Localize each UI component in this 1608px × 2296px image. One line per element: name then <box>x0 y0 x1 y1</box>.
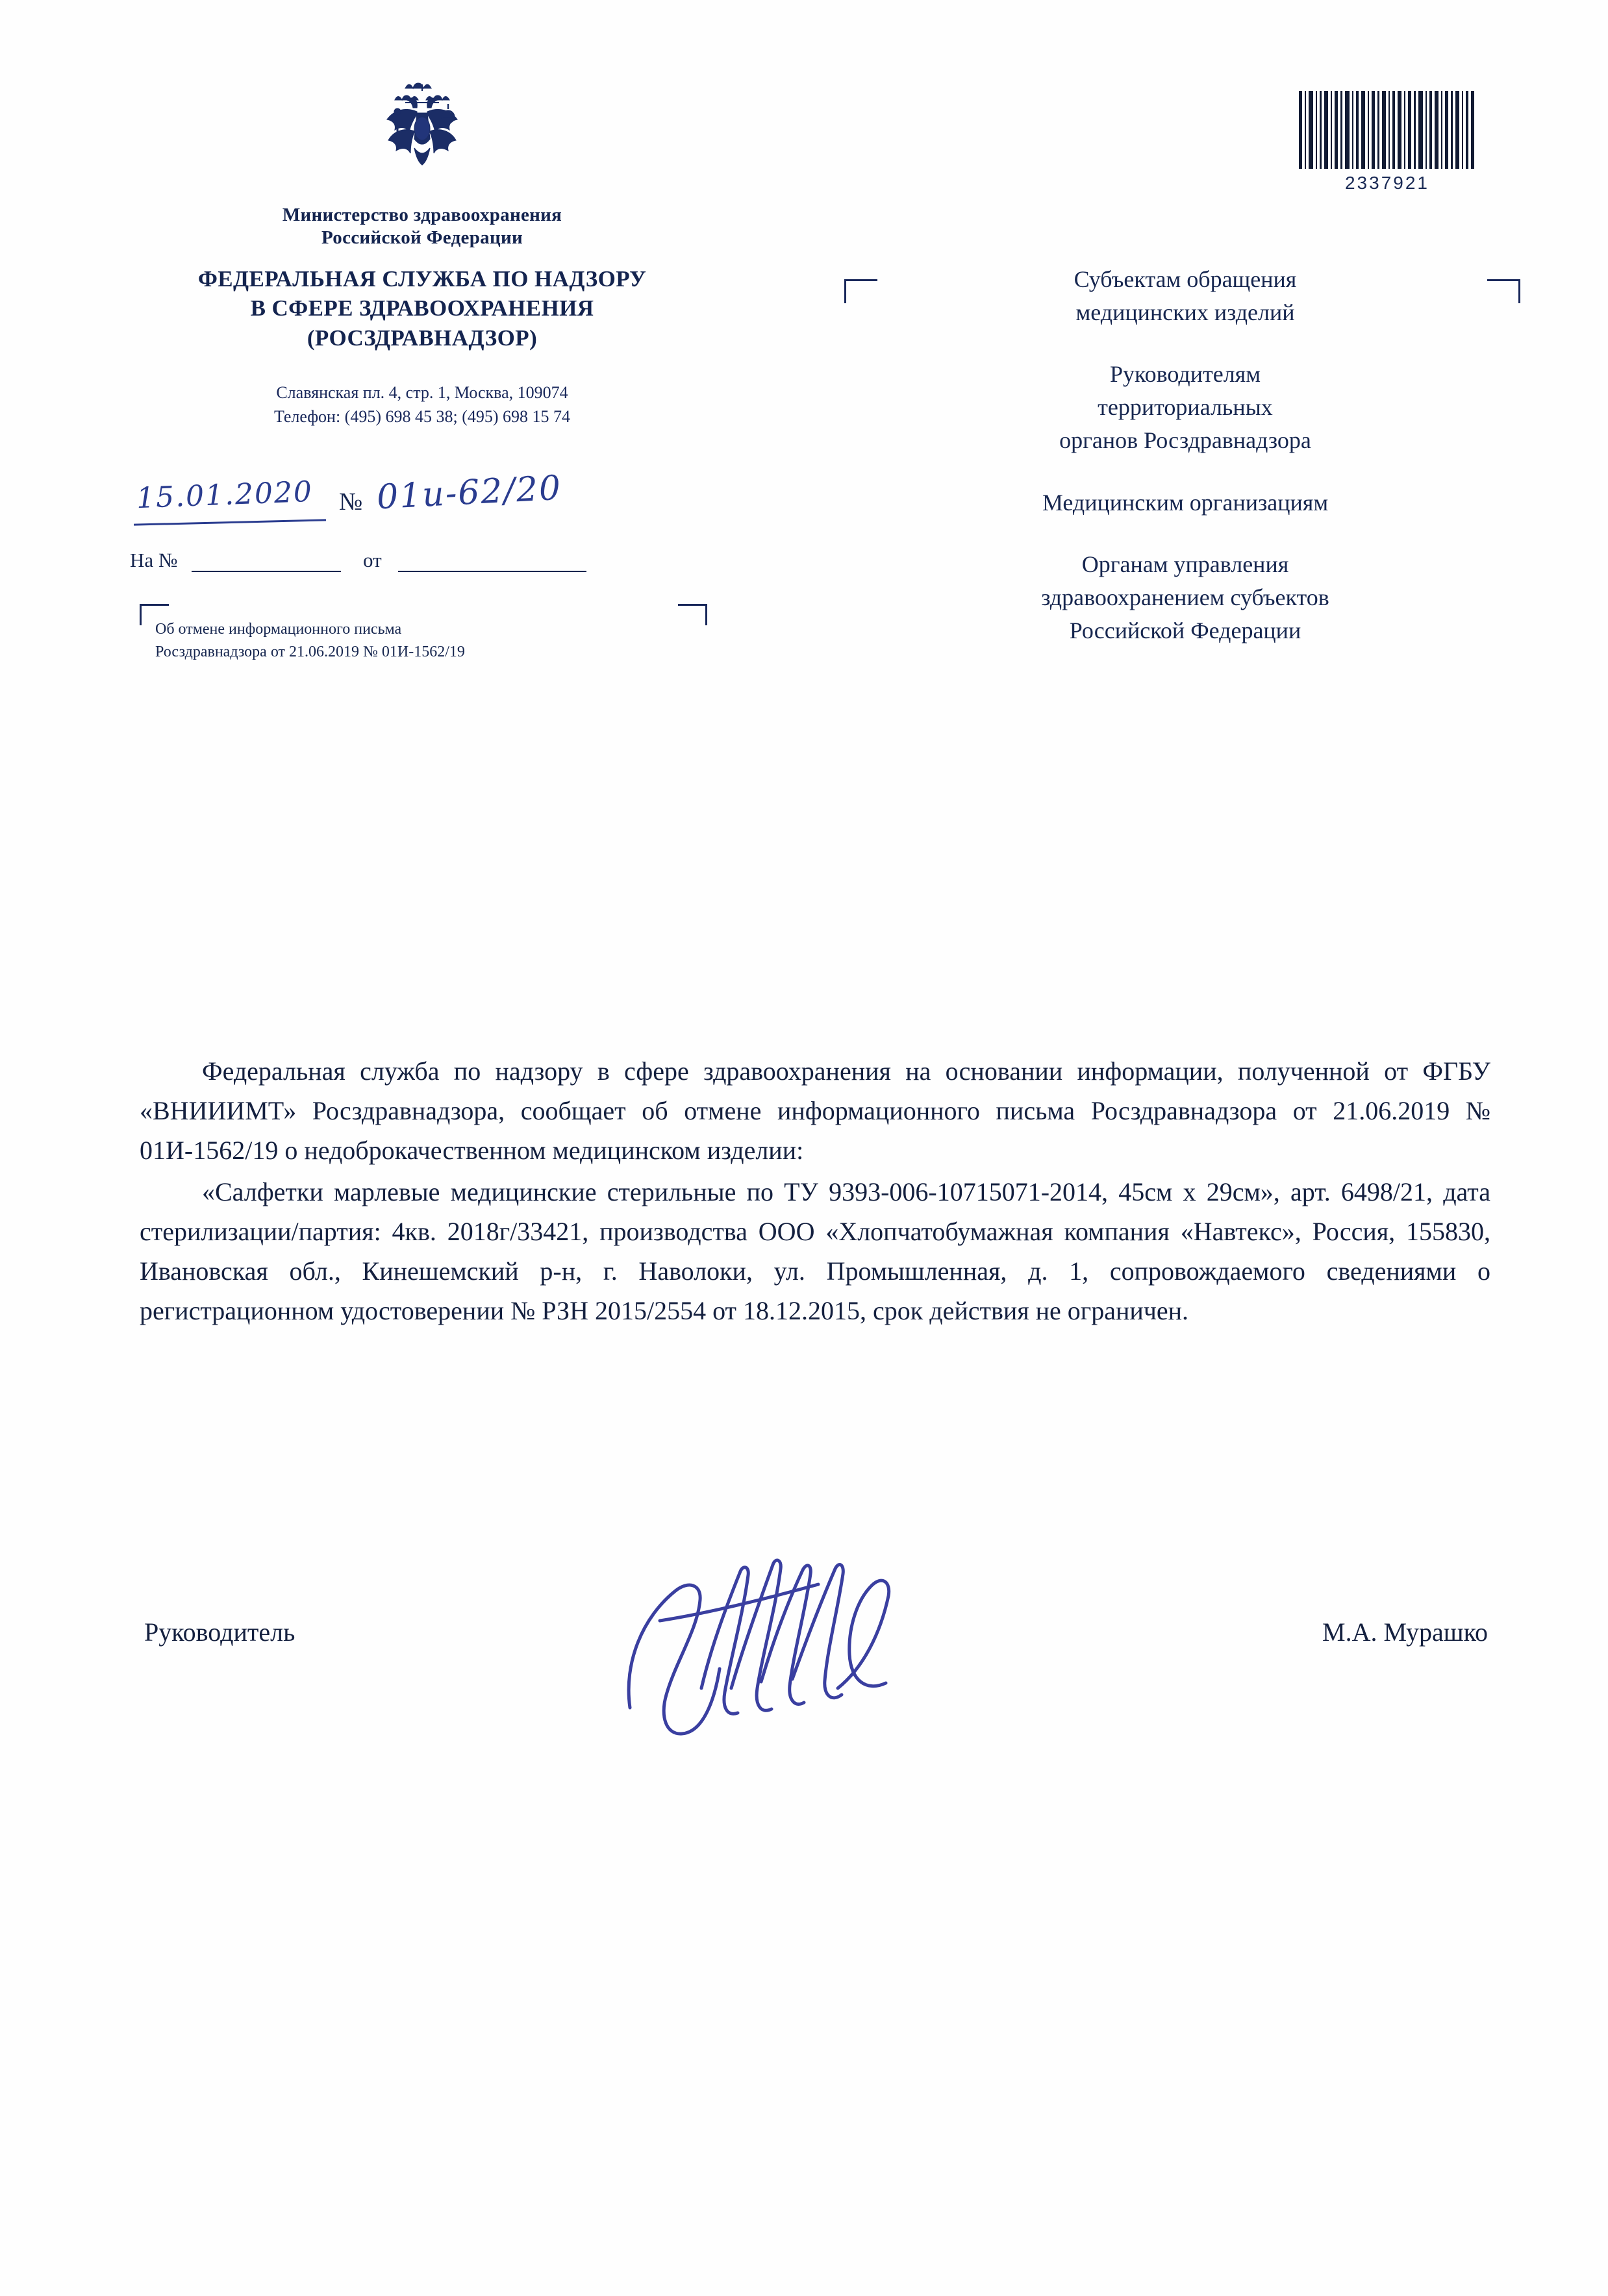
letterhead-address <box>117 381 727 429</box>
registration-number: 01и-62/20 <box>375 468 563 518</box>
letter-body <box>140 1052 1490 1334</box>
ministry-line-1: Министерство здравоохранения <box>282 205 562 225</box>
number-sign-label: № <box>339 488 363 516</box>
addressee-2-line-1: Руководителям <box>1110 361 1261 388</box>
service-line-3: (РОСЗДРАВНАДЗОР) <box>307 325 538 351</box>
ministry-line-2: Российской Федерации <box>321 227 523 249</box>
addressee-1-line-2: медицинских изделий <box>1075 299 1295 326</box>
addressee-item-1 <box>844 263 1526 329</box>
addressee-item-4 <box>844 548 1526 647</box>
body-paragraph-2: «Салфетки марлевые медицинские стерильные по ТУ 9393-006-10715071-2014, 45см х 29см», арт. 6498/21, дата стерилизации/партия: 4кв. 2018г/33421, производства ООО «Хлопчатобумажная компания «Навтекс», Россия, 155830, Ивановская обл., Кинешемский р-н, г. Наволоки, ул. Промышленная, д. 1, сопровождаемого сведениями о регистрационном удостоверении № РЗН 2015/2554 от 18.12.2015, срок действия не ограничен. <box>140 1177 1490 1325</box>
addressee-3-line-1: Медицинским организациям <box>1042 489 1329 516</box>
subject-bracket-right <box>678 604 707 625</box>
ministry-name <box>117 204 727 250</box>
subject-line-1: Об отмене информационного письма <box>155 621 402 638</box>
handwritten-signature-icon <box>604 1493 916 1766</box>
signature-role: Руководитель <box>144 1617 295 1647</box>
addressee-4-line-3: Российской Федерации <box>1069 617 1301 643</box>
letterhead <box>117 71 727 429</box>
addressee-4-line-2: здравоохранением субъектов <box>1041 584 1329 610</box>
signatory-name: М.А. Мурашко <box>1322 1617 1488 1647</box>
reply-reference-line <box>130 549 669 572</box>
postal-address: Славянская пл. 4, стр. 1, Москва, 109074 <box>276 383 568 403</box>
reply-date-field <box>398 554 586 572</box>
addressee-item-2 <box>844 358 1526 457</box>
barcode-block <box>1290 91 1485 193</box>
registration-date: 15.01.2020 <box>136 475 314 516</box>
date-underline <box>134 519 326 525</box>
russian-coat-of-arms-icon <box>377 71 468 195</box>
body-paragraph-1: Федеральная служба по надзору в сфере здравоохранения на основании информации, полученной от ФГБУ «ВНИИИМТ» Росздравнадзора, сообщает об отмене информационного письма Росздравнадзора от 21.06.2019 № 01И-1562/19 о недоброкачественном медицинском изделии: <box>140 1056 1490 1165</box>
barcode-icon <box>1296 91 1478 169</box>
addressee-2-line-3: органов Росздравнадзора <box>1059 427 1311 454</box>
addressee-block <box>844 263 1526 647</box>
barcode-number: 2337921 <box>1344 173 1429 193</box>
service-line-2: В СФЕРЕ ЗДРАВООХРАНЕНИЯ <box>250 295 594 321</box>
service-line-1: ФЕДЕРАЛЬНАЯ СЛУЖБА ПО НАДЗОРУ <box>197 266 647 292</box>
reply-date-label: от <box>362 549 382 571</box>
subject-line-2: Росздравнадзора от 21.06.2019 № 01И-1562/19 <box>155 643 465 660</box>
addressee-1-line-1: Субъектам обращения <box>1074 266 1297 292</box>
phone-numbers: Телефон: (495) 698 45 38; (495) 698 15 74 <box>273 407 571 427</box>
addressee-item-3 <box>844 486 1526 519</box>
service-name <box>117 264 727 353</box>
reply-number-field <box>192 554 341 572</box>
addressee-4-line-1: Органам управления <box>1081 551 1289 577</box>
subject-bracket-left <box>140 604 169 625</box>
subject-text <box>155 618 701 664</box>
subject-block <box>140 604 707 670</box>
registration-line <box>130 468 714 529</box>
reply-to-label: На № <box>130 549 178 571</box>
addressee-2-line-2: территориальных <box>1098 394 1273 421</box>
